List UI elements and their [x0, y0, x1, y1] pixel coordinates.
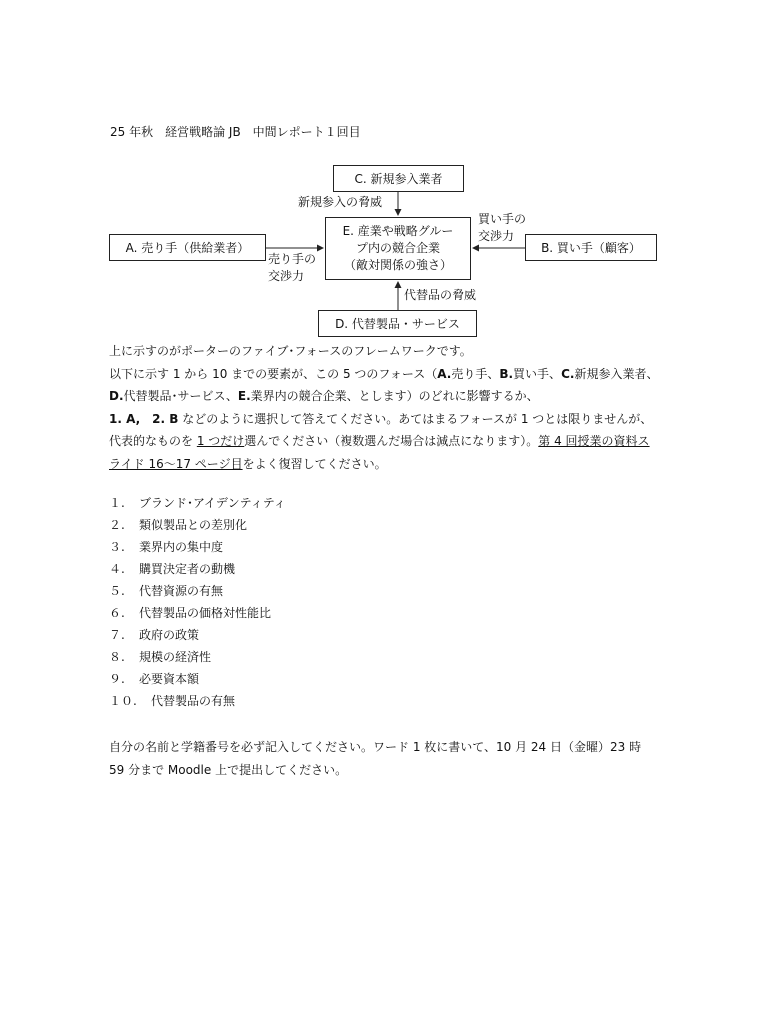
label-threat-of-substitutes: 代替品の脅威 — [404, 288, 477, 302]
list-item — [109, 536, 286, 558]
force-a-code: A. — [437, 366, 452, 381]
label-buyer-power-line1: 買い手の — [478, 212, 527, 226]
only-one-emphasis: 1 つだけ — [196, 434, 245, 448]
example-answer-1: 1. A, — [109, 411, 141, 426]
force-e-text: 業界内の競合企業、とします）のどれに影響するか、 — [250, 389, 539, 403]
list-item-number: １０. — [109, 694, 137, 708]
document-title: 25 年秋 経営戦略論 JB 中間レポート１回目 — [110, 125, 361, 139]
force-b-code: B. — [499, 366, 514, 381]
box-industry-rivals-line3: （敵対関係の強さ） — [343, 258, 452, 272]
force-b-text: 買い手、 — [513, 366, 562, 381]
box-substitutes — [318, 310, 477, 337]
intro-s3-text: などのように選択して答えてください。あてはまるフォースが 1 つとは限りませんが、代表的なものを — [109, 411, 653, 448]
list-item-text: 代替製品の価格対性能比 — [139, 606, 272, 620]
force-e-code: E. — [237, 389, 251, 403]
force-d-code: D. — [109, 389, 124, 403]
factor-list — [109, 492, 286, 712]
list-item-text: 購買決定者の動機 — [139, 562, 236, 576]
list-item-number: １. — [109, 496, 125, 510]
intro-s5-text: をよく復習してください。 — [242, 456, 387, 471]
label-buyer-power — [478, 211, 526, 245]
list-item-text: 類似製品との差別化 — [139, 518, 248, 532]
force-d-text: 代替製品･サービス、 — [123, 389, 238, 403]
force-a-text: 売り手、 — [451, 366, 500, 381]
list-item-text: 業界内の集中度 — [139, 540, 224, 554]
list-item-number: ４. — [109, 562, 125, 576]
label-threat-of-new-entrants: 新規参入の脅威 — [298, 195, 383, 209]
intro-s2-text: 以下に示す 1 から 10 までの要素が、この 5 つのフォース（ — [109, 366, 438, 381]
box-industry-rivals-line1: E. 産業や戦略グルー — [342, 224, 454, 238]
force-c-code: C. — [561, 366, 575, 381]
intro-s4-text: 選んでください（複数選んだ場合は減点になります）。 — [244, 434, 539, 448]
box-buyers-label: B. 買い手（顧客） — [541, 241, 641, 255]
intro-sentence-2 — [109, 363, 659, 476]
list-item — [109, 580, 286, 602]
force-c-text: 新規参入業者、 — [574, 366, 659, 381]
box-substitutes-label: D. 代替製品・サービス — [335, 317, 460, 331]
box-industry-rivals-line2: プ内の競合企業 — [355, 241, 440, 255]
box-industry-rivals — [325, 217, 471, 280]
list-item — [109, 690, 286, 712]
example-separator — [140, 412, 152, 426]
lecture-reference: 第 4 回授業の資料スライド 16～17 ページ目 — [109, 434, 650, 471]
list-item-number: ２. — [109, 518, 125, 532]
intro-sentence-1: 上に示すのがポーターのファイブ･フォースのフレームワークです。 — [109, 344, 472, 358]
list-item-text: 規模の経済性 — [139, 650, 212, 664]
list-item — [109, 624, 286, 646]
list-item-number: ８. — [109, 650, 125, 664]
list-item-text: 代替製品の有無 — [139, 694, 236, 708]
list-item-text: 政府の政策 — [139, 628, 200, 642]
list-item-number: ９. — [109, 672, 125, 686]
box-new-entrants-label: C. 新規参入業者 — [354, 172, 443, 186]
label-seller-power — [268, 251, 316, 285]
list-item-number: ６. — [109, 606, 125, 620]
box-suppliers — [109, 234, 266, 261]
label-buyer-power-line2: 交渉力 — [478, 229, 515, 243]
list-item — [109, 558, 286, 580]
example-answer-2: 2. B — [152, 411, 179, 426]
list-item — [109, 602, 286, 624]
list-item-text: 代替資源の有無 — [139, 584, 224, 598]
box-suppliers-label: A. 売り手（供給業者） — [125, 241, 250, 255]
label-seller-power-line1: 売り手の — [268, 252, 317, 266]
list-item — [109, 668, 286, 690]
box-new-entrants — [333, 165, 464, 192]
list-item-number: ７. — [109, 628, 125, 642]
list-item-text: ブランド･アイデンティティ — [139, 496, 286, 510]
list-item-number: ５. — [109, 584, 125, 598]
intro-paragraph — [109, 340, 659, 475]
label-seller-power-line2: 交渉力 — [268, 269, 305, 283]
list-item-text: 必要資本額 — [139, 672, 200, 686]
box-buyers — [525, 234, 657, 261]
list-item — [109, 646, 286, 668]
list-item-number: ３. — [109, 540, 125, 554]
submission-instructions: 自分の名前と学籍番号を必ず記入してください。ワード 1 枚に書いて、10 月 24 日（金曜）23 時 59 分まで Moodle 上で提出してください。 — [109, 740, 642, 777]
list-item — [109, 492, 286, 514]
list-item — [109, 514, 286, 536]
